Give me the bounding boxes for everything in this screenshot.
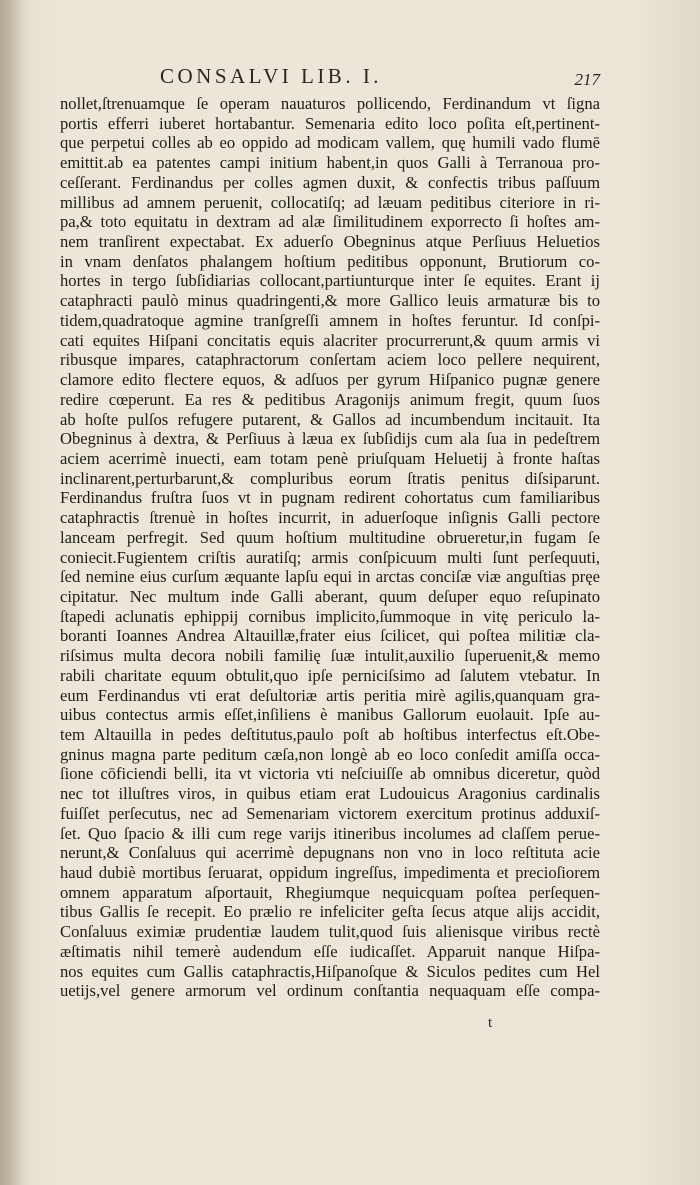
- text-line: uetijs,vel genere armorum vel ordinum conſtantia nequaquam eſſe compa-: [60, 981, 600, 1001]
- text-line: tem Altauilla in pedes deſtitutus,paulo poſt ab hoſtibus interfectus eſt.Obe-: [60, 725, 600, 744]
- text-line: pa,& toto equitatu in dextram ad alæ ſimilitudinem exporrecto ſi hoſtes am-: [60, 212, 600, 232]
- text-line: rabili charitate equum obtulit,quo ipſe perniciſsimo ad ſalutem vtebatur. In: [60, 665, 600, 685]
- text-line: nem tranſirent expectabat. Ex aduerſo Obegninus atque Perſiuus Heluetios: [60, 232, 600, 252]
- text-line: tidem,quadratoque agmine tranſgreſſi amnem in hoſtes feruntur. Id conſpi-: [60, 310, 600, 330]
- running-head: [160, 64, 600, 94]
- text-line: eum Ferdinandus vti erat deſultoriæ artis peritia mirè agilis,quanquam gra-: [60, 685, 600, 705]
- text-line: haud dubiè mortibus ſeruarat, oppidum ingreſſus, impedimenta et precioſiorem: [60, 863, 600, 883]
- text-line: ſet. Quo ſpacio & illi cum rege varijs itineribus incolumes ad claſſem perue-: [60, 823, 600, 843]
- text-line: gninus magna parte peditum cæſa,non longè ab eo loco conſedit amiſſa occa-: [60, 744, 600, 764]
- body-text: [60, 94, 600, 1001]
- text-line: ſtapedi aclunatis ephippij cornibus implicito,ſummoque in vitę periculo la-: [60, 606, 600, 626]
- text-line: ribusque impares, cataphractorum conſertam aciem loco pellere nequirent,: [60, 350, 600, 370]
- text-line: nos equites cum Gallis cataphractis,Hiſpanoſque & Siculos pedites cum Hel: [60, 961, 600, 981]
- text-line: cipitatur. Nec multum inde Galli aberant, quum deſuper equo reſupinato: [60, 586, 600, 606]
- text-line: aciem acerrimè inuecti, eam totam penè priuſquam Heluetij à fronte haſtas: [60, 448, 600, 468]
- text-line: portis efferri iuberet hortabantur. Semenaria edito loco poſita eſt,pertinent-: [60, 113, 600, 133]
- text-line: emittit.ab ea patentes campi initium habent,in quos Galli à Terranoua pro-: [60, 153, 600, 173]
- text-line: ſed nemine eius curſum æquante lapſu equi in arctas conciſæ viæ anguſtias pręe: [60, 567, 600, 587]
- text-line: Obegninus à dextra, & Perſiuus à læua ex ſubſidijs cum ala ſua in pedeſtrem: [60, 429, 600, 449]
- text-line: in vnam denſatos phalangem hoſtium peditibus opponunt, Brutiorum co-: [60, 251, 600, 271]
- text-line: æſtimatis nihil temerè audendum eſſe iudicaſſet. Apparuit nanque Hiſpa-: [60, 941, 600, 961]
- text-line: hortes in tergo ſubſidiarias collocant,partiunturque inter ſe equites. Erant ij: [60, 271, 600, 291]
- text-line: cataphractis ſtrenuè in hoſtes incurrit, in aduerſoque inſignis Galli pectore: [60, 508, 600, 528]
- text-line: ſione cōficiendi belli, ita vt victoria vti neſciuiſſe ab omnibus diceretur, quòd: [60, 764, 600, 784]
- text-line: uibus contectus armis eſſet,inſiliens è manibus Gallorum euolauit. Ipſe au-: [60, 705, 600, 725]
- text-line: redire cœperunt. Ea res & peditibus Aragonijs animum fregit, quum ſuos: [60, 389, 600, 409]
- text-line: fuiſſet perſecutus, nec ad Semenariam victorem exercitum protinus adduxiſ-: [60, 803, 600, 823]
- text-line: inclinarent,perturbarunt,& compluribus eorum ſtratis penitus diſsiparunt.: [60, 468, 600, 488]
- text-line: tibus Gallis ſe recepit. Eo prælio re infeliciter geſta ſecus atque alijs accidit,: [60, 902, 600, 922]
- text-line: nerunt,& Conſaluus qui acerrimè depugnans non vno in loco reſtituta acie: [60, 843, 600, 863]
- text-line: coniecit.Fugientem criſtis auratiſq; armis conſpicuum multi ſunt perſequuti,: [60, 547, 600, 567]
- text-line: millibus ad amnem peruenit, collocatiſq; ad læuam peditibus citeriore in ri-: [60, 192, 600, 212]
- running-title: CONSALVI LIB. I.: [160, 64, 383, 88]
- text-line: boranti Ioannes Andrea Altauillæ,frater eius ſcilicet, qui poſtea militiæ cla-: [60, 626, 600, 646]
- text-line: riſsimus multa decora nobili familię ſuæ intulit,auxilio ſuperuenit,& memo: [60, 646, 600, 666]
- catchword: t: [488, 1015, 493, 1031]
- text-line: cati equites Hiſpani concitatis equis alacriter procurrerunt,& quum armis vi: [60, 330, 600, 350]
- text-line: ceſſerant. Ferdinandus per colles agmen duxit, & confectis tribus paſſuum: [60, 172, 600, 192]
- text-line: que perpetui colles ab eo oppido ad modicam vallem, quę humili vado flumē: [60, 133, 600, 153]
- page-number: 217: [574, 70, 600, 89]
- text-line: ab hoſte pulſos refugere putarent, & Gallos ad incumbendum incitauit. Ita: [60, 409, 600, 429]
- text-line: cataphracti paulò minus quadringenti,& more Gallico leuis armaturæ bis to: [60, 291, 600, 311]
- text-line: clamore edito flectere equos, & adſuos per gyrum Hiſpanico pugnæ genere: [60, 370, 600, 390]
- text-line: Ferdinandus fruſtra ſuos vt in pugnam redirent cohortatus cum familiaribus: [60, 488, 600, 508]
- text-line: nollet,ſtrenuamque ſe operam nauaturos pollicendo, Ferdinandum vt ſigna: [60, 94, 600, 113]
- gutter-shadow: [0, 0, 30, 1185]
- text-line: nec tot illuſtres viros, in quibus etiam erat Ludouicus Aragonius cardinalis: [60, 784, 600, 804]
- text-line: lanceam perfregit. Sed quum hoſtium multitudine obrueretur,in fugam ſe: [60, 527, 600, 547]
- text-line: Conſaluus eximiæ prudentiæ laudem tulit,quod ſuis alienisque viribus rectè: [60, 922, 600, 942]
- text-line: omnem apparatum aſportauit, Rhegiumque nequicquam poſtea perſequen-: [60, 882, 600, 902]
